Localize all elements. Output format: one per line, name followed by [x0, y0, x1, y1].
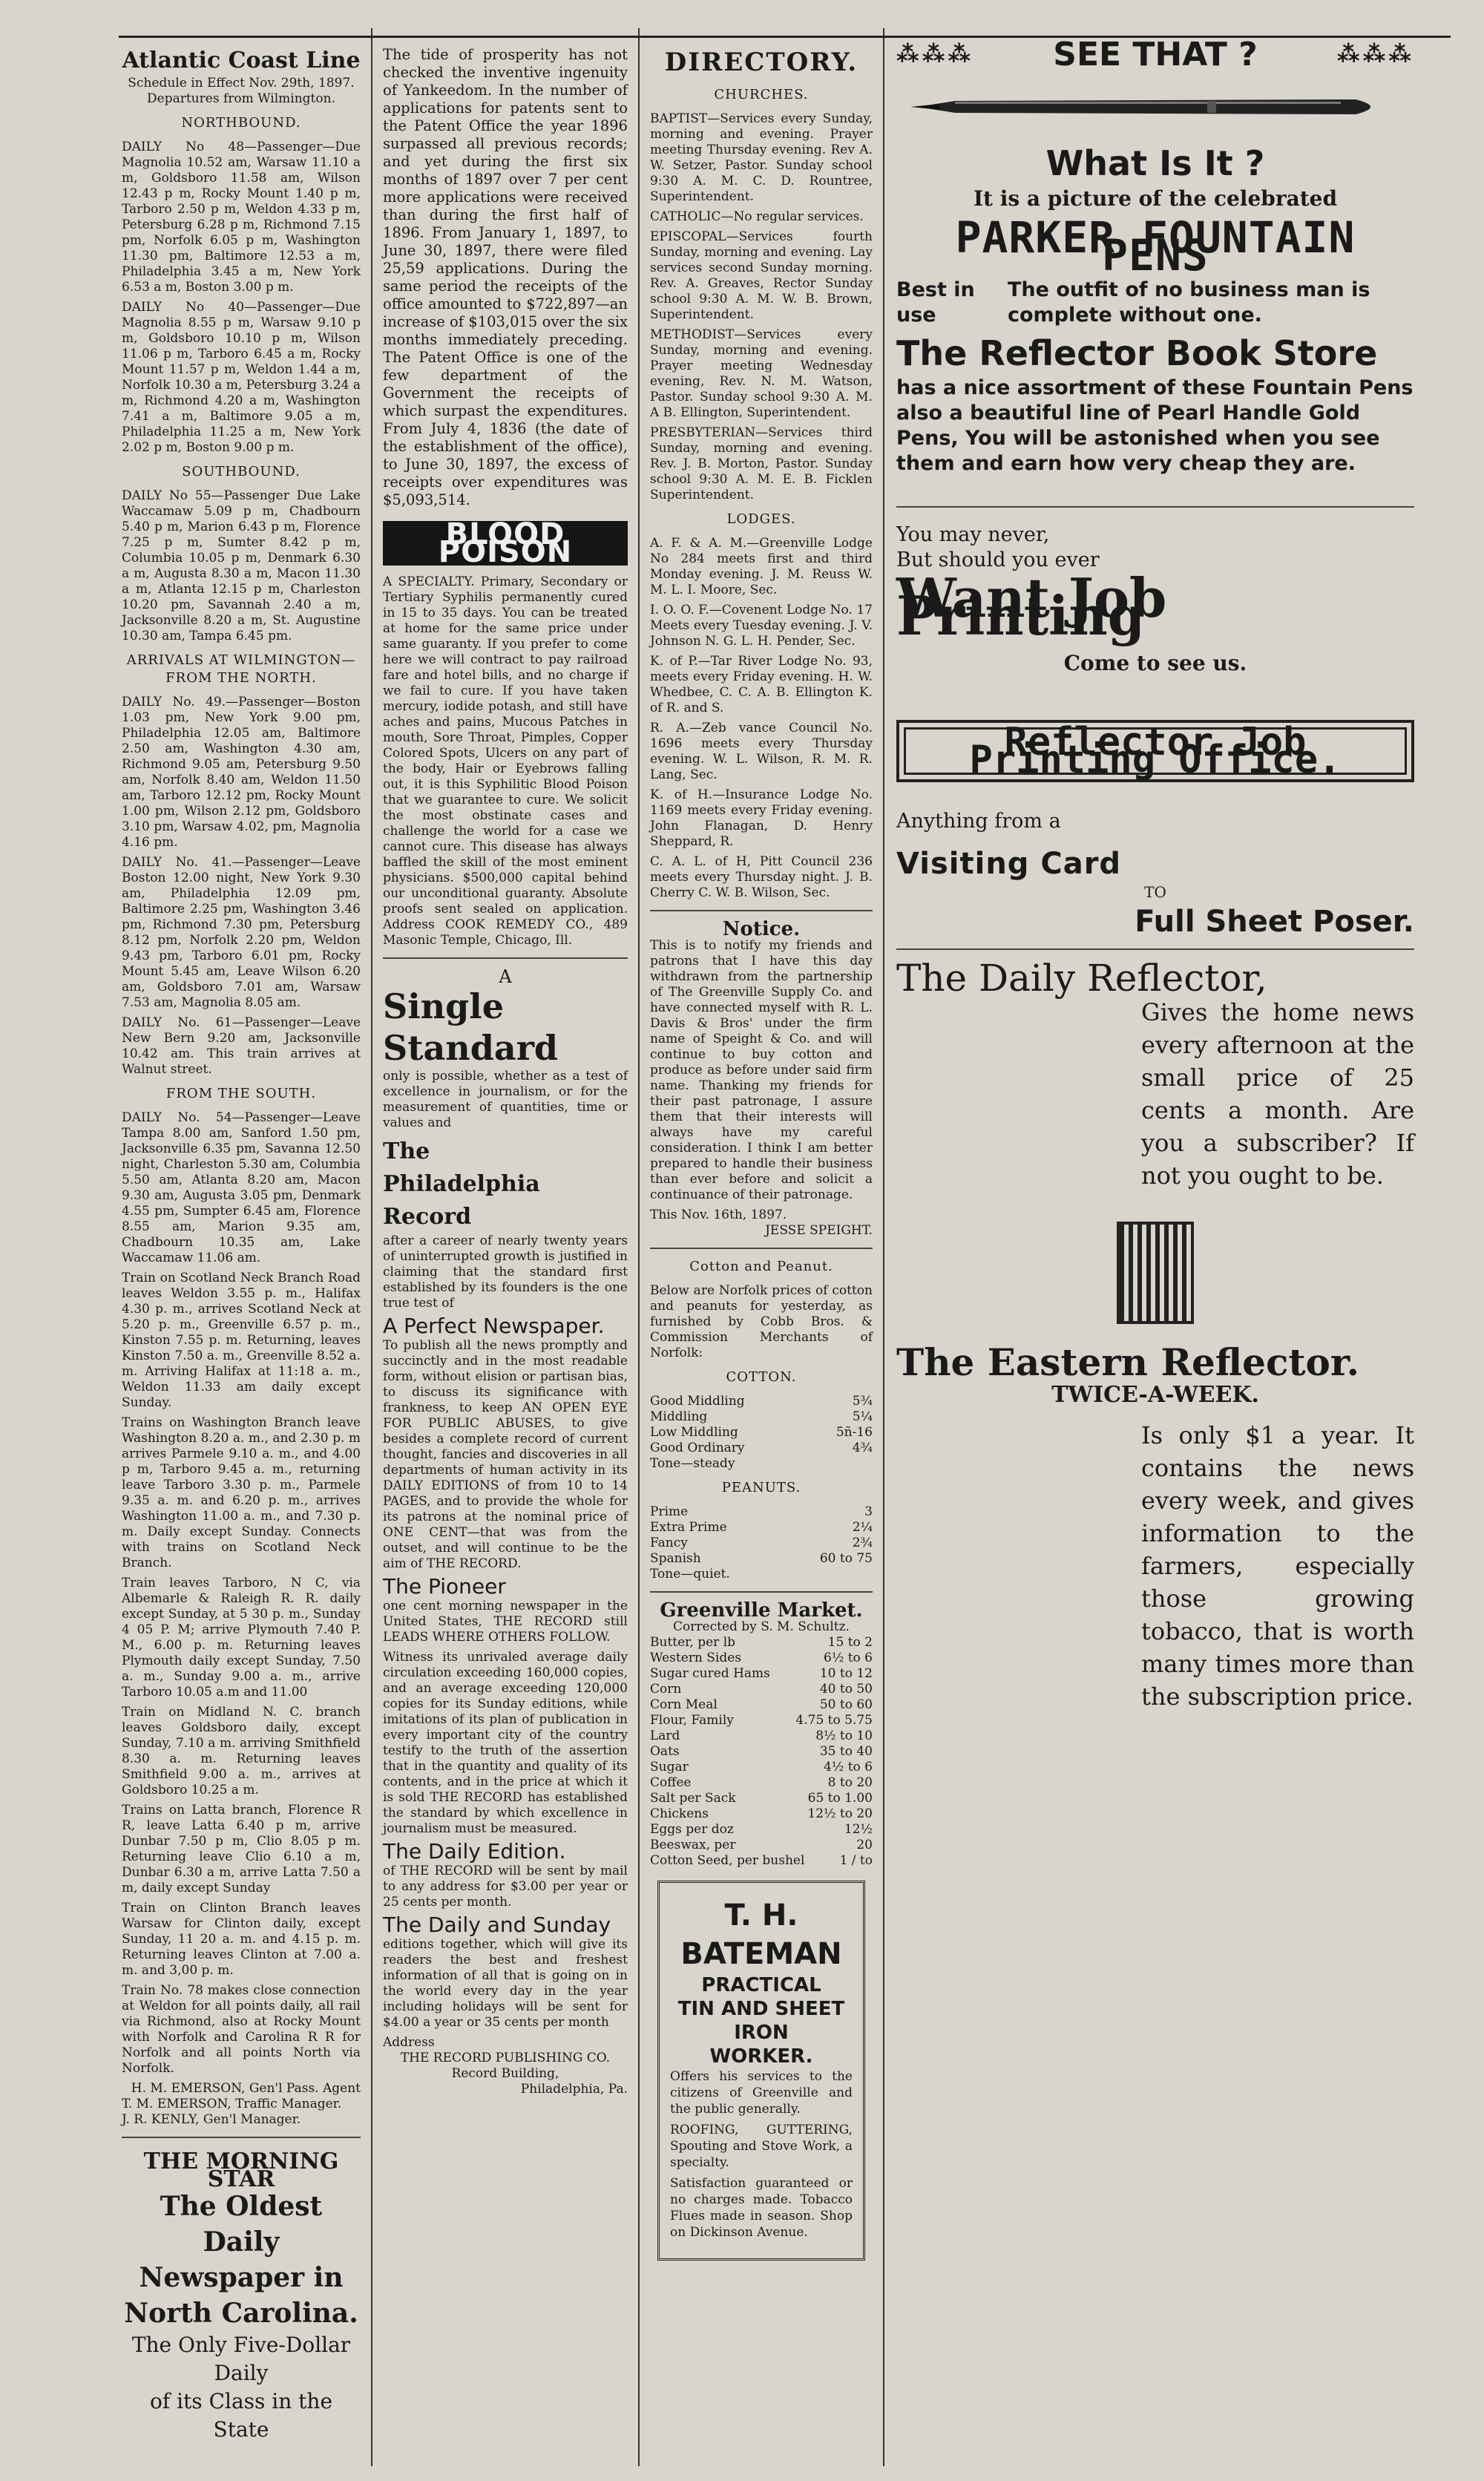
bateman-line: WORKER. [709, 2045, 813, 2068]
price-item: Sugar [650, 1760, 689, 1774]
ornament-icon: ⁂⁂⁂ [1336, 42, 1414, 68]
bateman-text: Offers his services to the citizens of Greenville and the public generally. [670, 2069, 853, 2117]
price-row [650, 1713, 873, 1728]
single-heading: Single [383, 986, 505, 1026]
price-item: Coffee [650, 1775, 692, 1790]
price-value: 5¼ [852, 1409, 873, 1424]
record-ad-text: after a career of nearly twenty years of uninterrupted growth is justified in claiming that the standard first established by its founders is the one true test of [383, 1233, 628, 1311]
price-value: 4.75 to 5.75 [795, 1713, 873, 1728]
record-ad-text: To publish all the news promptly and succinctly and in the most readable form, without elision or partisan bias, to discuss its significance with frankness, to keep AN OPEN EYE FOR PUBLIC ABUSES, to give besides a complete record of current thought, fancies and discoveries in all departments of human activity in its DAILY EDITIONS of from 10 to 14 PAGES, and to provide the whole for its patrons at the nominal price of ONE CENT—that was from the outset, and will continue to be the aim of THE RECORD. [383, 1338, 628, 1571]
fountain-pen-icon [910, 77, 1400, 137]
what-is-it-head: What Is It ? [1045, 143, 1265, 183]
signature: T. M. EMERSON, Traffic Manager. [122, 2097, 342, 2111]
price-row [650, 1520, 873, 1536]
peanut-price-list [650, 1504, 873, 1582]
parker-pens-head: PARKER FOUNTAIN PENS [955, 212, 1356, 281]
price-row [650, 1666, 873, 1682]
price-row [650, 1838, 873, 1853]
lodge-entry: K. of H.—Insurance Lodge No. 1169 meets every Friday evening. John Flanagan, D. Henry Sheppard, R. [650, 787, 873, 849]
bateman-line: TIN AND SHEET IRON [677, 1998, 845, 2044]
price-row [650, 1456, 873, 1472]
divider [383, 957, 628, 959]
lodge-entry: R. A.—Zeb vance Council No. 1696 meets every Thursday evening. W. L. Wilson, R. M. R. Lang, Sec. [650, 721, 873, 782]
timetable-paragraph: Train on Scotland Neck Branch Road leaves Weldon 3.55 p. m., Halifax 4.30 p. m., arrives Scotland Neck at 5.20 p. m., Greenville 6.57 p. m., Kinston 7.55 p. m. Returning, leaves Kinston 7.50 a. m., Greenville 8.52 a. m. Arriving Halifax at 11:18 a. m., Weldon 11.33 am daily except Sunday. [122, 1271, 361, 1410]
price-value: 15 to 2 [827, 1635, 873, 1650]
twice-a-week: TWICE-A-WEEK. [1051, 1382, 1259, 1408]
price-value: 5¾ [852, 1394, 873, 1409]
job-office-banner: Reflector Job Printing Office. [896, 720, 1414, 782]
timetable-paragraph: DAILY No 55—Passenger Due Lake Waccamaw 5.09 p m, Chadbourn 5.40 p m, Marion 6.43 p m, Florence 7.25 p m, Sumter 8.42 p m, Columbia 10.05 p m, Denmark 6.30 a m, Augusta 8.30 a m, Macon 11.30 a m, Atlanta 12.15 p m, Charleston 10.20 pm, Savannah 2.40 a m, Jacksonville 8.20 a m, St. Augustine 10.30 am, Tampa 6.45 pm. [122, 488, 361, 643]
price-value: 5ñ-16 [835, 1425, 873, 1440]
price-item: Prime [650, 1504, 689, 1519]
price-item: Corn Meal [650, 1697, 718, 1712]
price-item: Middling [650, 1409, 708, 1424]
timetable-paragraph: Train leaves Tarboro, N C, via Albemarle & Raleigh R. R. daily except Sunday, at 5 30 p. m., Sunday 4 05 P. M; arrive Plymouth 7.40 P. M., 6.00 p. m. Returning leaves Plymouth daily except Sunday, 7.50 a. m., Sunday 9.00 a. m., arrive Tarboro 10.05 a.m and 11.00 [122, 1576, 361, 1700]
timetable-paragraph: DAILY No 40—Passenger—Due Magnolia 8.55 p m, Warsaw 9.10 p m, Goldsboro 10.10 p m, Wilson 11.06 p m, Tarboro 6.45 a m, Rocky Mount 11.57 p m, Weldon 1.44 a m, Norfolk 10.30 a m, Petersburg 3.24 a m, Richmond 4.20 a m, Washington 7.41 a m, Baltimore 9.05 a m, Philadelphia 11.25 a m, New York 2.02 p m, Boston 9.00 p m. [122, 300, 361, 455]
price-item: Butter, per lb [650, 1635, 736, 1650]
column-ads [883, 28, 1425, 2466]
church-entry: PRESBYTERIAN—Services third Sunday, morning and evening. Rev. J. B. Morton, Pastor. Sunday school 9:30 A. M. E. B. Ficklen Superintendent. [650, 425, 873, 502]
price-row [650, 1806, 873, 1822]
church-entry: METHODIST—Services every Sunday, morning and evening. Prayer meeting Wednesday evening, Rev. N. M. Watson, Pastor. Sunday school 9:30 A. M. A B. Ellington, Superintendent. [650, 327, 873, 420]
price-row [650, 1728, 873, 1744]
daily-edition-head: The Daily Edition. [383, 1839, 566, 1864]
price-row [650, 1504, 873, 1520]
price-item: Corn [650, 1682, 682, 1697]
price-row [650, 1853, 873, 1869]
timetable-paragraph: Train No. 78 makes close connection at Weldon for all points daily, all rail via Richmond, also at Rocky Mount with Norfolk and Carolina R R for Norfolk and all points North via Norfolk. [122, 1983, 361, 2076]
divider [896, 506, 1414, 508]
price-value: 1 / to [839, 1853, 873, 1868]
signature: H. M. EMERSON, Gen'l Pass. Agent [131, 2081, 361, 2096]
price-row [650, 1635, 873, 1651]
timetable-paragraph: DAILY No. 54—Passenger—Leave Tampa 8.00 am, Sanford 1.50 pm, Jacksonville 6.35 pm, Savanna 12.50 night, Charleston 5.30 am, Columbia 5.50 am, Atlanta 8.20 am, Macon 9.30 am, Augusta 3.05 pm, Denmark 4.55 pm, Sumpter 6.45 am, Florence 8.55 am, Marion 9.35 am, Chadbourn 10.35 am, Lake Waccamaw 11.06 am. [122, 1110, 361, 1265]
price-value: 10 to 12 [819, 1666, 873, 1681]
timetable-paragraph: DAILY No. 49.—Passenger—Boston 1.03 pm, New York 9.00 pm, Philadelphia 12.05 am, Baltimore 2.50 am, Washington 4.30 am, Richmond 9.05 am, Petersburg 9.50 am, Norfolk 8.40 am, Weldon 11.50 am, Tarboro 12.12 pm, Rocky Mount 1.00 pm, Wilson 2.12 pm, Goldsboro 3.10 pm, Warsaw 4.02, pm, Magnolia 4.16 pm. [122, 695, 361, 850]
market-head: Greenville Market. [660, 1599, 863, 1622]
column-articles [371, 28, 638, 2466]
record-heading: Record [383, 1204, 472, 1230]
price-item: Western Sides [650, 1651, 741, 1665]
record-ad-text: of THE RECORD will be sent by mail to any address for $3.00 per year or 25 cents per month. [383, 1864, 628, 1910]
price-item: Sugar cured Hams [650, 1666, 770, 1681]
peanuts-head: PEANUTS. [721, 1480, 801, 1495]
price-item: Low Middling [650, 1425, 738, 1440]
column-railroad [111, 28, 371, 2466]
northbound-head: NORTHBOUND. [181, 115, 301, 131]
price-row [650, 1651, 873, 1666]
price-item: Flour, Family [650, 1713, 734, 1728]
daily-sunday-head: The Daily and Sunday [383, 1913, 611, 1937]
price-value: 12½ [844, 1822, 873, 1837]
price-value: 4¾ [852, 1441, 873, 1455]
lodge-entry: A. F. & A. M.—Greenville Lodge No 284 meets first and third Monday evening. J. M. Reuss W. M. L. I. Moore, Sec. [650, 536, 873, 597]
notice-head: Notice. [722, 918, 801, 940]
divider [650, 910, 873, 911]
pioneer-head: The Pioneer [383, 1574, 506, 1599]
price-row [650, 1441, 873, 1456]
price-item: Good Ordinary [650, 1441, 745, 1455]
to-line: TO [1144, 883, 1166, 901]
price-value: 12½ to 20 [807, 1806, 873, 1821]
divider [122, 2137, 361, 2138]
lodges-head: LODGES. [726, 511, 796, 527]
ad-letter-a: A [499, 966, 512, 987]
price-value: 50 to 60 [819, 1697, 873, 1712]
price-row [650, 1744, 873, 1760]
publisher-city: Philadelphia, Pa. [520, 2082, 628, 2097]
book-store-text: has a nice assortment of these Fountain Pens also a beautiful line of Pearl Handle Gold Pens, You will be astonished when you see them and earn how very cheap they are. [896, 376, 1414, 475]
timetable-paragraph: DAILY No. 61—Passenger—Leave New Bern 9.20 am, Jacksonville 10.42 am. This train arrives at Walnut street. [122, 1015, 361, 1077]
record-ad-text: only is possible, whether as a test of excellence in journalism, or for the measurement of quantities, time or values and [383, 1069, 628, 1130]
price-value: 40 to 50 [819, 1682, 873, 1697]
cotton-head: COTTON. [726, 1369, 797, 1385]
notice-text: This is to notify my friends and patrons that I have this day withdrawn from the partnership of The Greenville Supply Co. and have connected myself with R. L. Davis & Bros' under the firm name of Speight & Co. and will continue to buy cotton and produce as before under said firm name. Thanking my friends for their past patronage, I assure them that their interests will always have my careful consideration. I think I am better prepared to handle their business than ever before and solicit a continuance of their patronage. [650, 938, 873, 1202]
morning-star-line: The Only Five-Dollar Daily [131, 2333, 351, 2385]
price-row [650, 1394, 873, 1409]
church-entry: EPISCOPAL—Services fourth Sunday, morning and evening. Lay services second Sunday morning. Rev. A. Greaves, Rector Sunday school 9:30 A. M. W. B. Brown, Superintendent. [650, 229, 873, 322]
notice-signature: JESSE SPEIGHT. [765, 1223, 873, 1238]
price-value: 35 to 40 [819, 1744, 873, 1759]
price-item: Chickens [650, 1806, 709, 1821]
lodge-entry: I. O. O. F.—Covenent Lodge No. 17 Meets every Tuesday evening. J. V. Johnson N. G. L. H. Pender, Sec. [650, 603, 873, 649]
price-value: 4½ to 6 [824, 1760, 873, 1774]
book-store-head: The Reflector Book Store [896, 333, 1378, 373]
price-item: Cotton Seed, per bushel [650, 1853, 805, 1868]
churches-head: CHURCHES. [714, 87, 809, 102]
morning-star-line: of its Class in the State [149, 2389, 333, 2442]
morning-star-line: Daily Newspaper in [139, 2226, 344, 2293]
record-ad-text: Witness its unrivaled average daily circulation exceeding 160,000 copies, and an average exceeding 120,000 copies for its Sunday editions, while imitations of its plan of publication in every important city of the country testify to the truth of the assertion that in the quantity and quality of its contents, and in the price at which it is sold THE RECORD has established the standard by which excellence in journalism must be measured. [383, 1650, 628, 1836]
price-row [650, 1567, 873, 1582]
want-job-printing: Want Job Printing [896, 566, 1167, 647]
price-value: 20 [856, 1838, 873, 1852]
directory-title: DIRECTORY. [664, 47, 858, 77]
bateman-ad [657, 1881, 865, 2261]
morning-star-line: North Carolina. [124, 2298, 358, 2329]
price-row [650, 1822, 873, 1838]
price-item: Tone—quiet. [650, 1567, 730, 1582]
columns [111, 28, 1454, 2466]
publisher: THE RECORD PUBLISHING CO. Record Building, [400, 2051, 611, 2081]
price-row [650, 1791, 873, 1806]
price-row [650, 1425, 873, 1441]
price-item: Fancy [650, 1536, 688, 1550]
price-row [650, 1775, 873, 1791]
price-item: Oats [650, 1744, 680, 1759]
price-row [650, 1697, 873, 1713]
ever-line: But should you ever [896, 548, 1100, 571]
best-in-use: Best in use [896, 278, 975, 327]
come-see-us: Come to see us. [1063, 651, 1247, 675]
church-entry: BAPTIST—Services every Sunday, morning and evening. Prayer meeting Thursday evening. Rev A. W. Setzer, Pastor. Sunday school 9:30 A. M. C. D. Rountree, Superintendent. [650, 111, 873, 204]
eastern-reflector-head: The Eastern Reflector. [896, 1340, 1360, 1384]
record-ad-text: editions together, which will give its readers the best and freshest information of all that is going on in the world every day in the year including holidays will be sent for $4.00 a year or 35 cents per month [383, 1937, 628, 2030]
arrivals-head: ARRIVALS AT WILMINGTON—FROM THE NORTH. [126, 652, 356, 686]
never-line: You may never, [896, 523, 1050, 546]
price-row [650, 1682, 873, 1697]
perfect-newspaper-head: A Perfect Newspaper. [383, 1314, 605, 1338]
bateman-line: PRACTICAL [701, 1974, 821, 1996]
church-entry: CATHOLIC—No regular services. [650, 209, 864, 224]
schedule-note: Schedule in Effect Nov. 29th, 1897. Departures from Wilmington. [128, 76, 355, 106]
cotton-peanut-head: Cotton and Peanut. [689, 1259, 833, 1274]
blood-poison-banner: BLOOD POISON [383, 521, 628, 566]
top-rule [119, 36, 1451, 38]
morning-star-line: The Oldest [160, 2191, 323, 2222]
morning-star-head: THE MORNING STAR [143, 2149, 339, 2192]
divider [896, 948, 1414, 950]
price-value: 65 to 1.00 [807, 1791, 873, 1806]
cotton-peanut-intro: Below are Norfolk prices of cotton and peanuts for yesterday, as furnished by Cobb Bros. & Commission Merchants of Norfolk: [650, 1283, 873, 1360]
timetable-paragraph: Train on Clinton Branch leaves Warsaw for Clinton daily, except Sunday, 11 20 a. m. and 4.15 p. m. Returning leaves Clinton at 7.00 a. m. and 3,00 p. m. [122, 1901, 361, 1978]
price-value: 8½ to 10 [815, 1728, 873, 1743]
price-value: 3 [864, 1504, 873, 1519]
picture-caption: It is a picture of the celebrated [973, 186, 1338, 211]
price-row [650, 1409, 873, 1425]
price-item: Tone—steady [650, 1456, 735, 1471]
price-value: 8 to 20 [827, 1775, 873, 1790]
market-price-list [650, 1635, 873, 1869]
railroad-title: Atlantic Coast Line [122, 47, 361, 73]
lodge-entry: K. of P.—Tar River Lodge No. 93, meets every Friday evening. H. W. Whedbee, C. C. A. B. Ellington K. of R. and S. [650, 654, 873, 715]
southbound-head: SOUTHBOUND. [182, 464, 301, 479]
price-item: Spanish [650, 1551, 701, 1566]
cotton-price-list [650, 1394, 873, 1472]
blood-poison-text: A SPECIALTY. Primary, Secondary or Tertiary Syphilis permanently cured in 15 to 35 days. You can be treated at home for the same price under same guaranty. If you prefer to come here we will contract to pay railroad fare and hotel bills, and no charge if we fail to cure. If you have taken mercury, iodide potash, and still have aches and pains, Mucous Patches in mouth, Sore Throat, Pimples, Copper Colored Spots, Ulcers on any part of the body, Hair or Eyebrows falling out, it is this Syphilitic Blood Poison that we guarantee to cure. We solicit the most obstinate cases and challenge the world for a case we cannot cure. This disease has always baffled the skill of the most eminent physicians. $500,000 capital behind our unconditional guaranty. Absolute proofs sent sealed on application. Address COOK REMEDY CO., 489 Masonic Temple, Chicago, Ill. [383, 574, 628, 948]
price-item: Salt per Sack [650, 1791, 736, 1806]
signature: J. R. KENLY, Gen'l Manager. [122, 2112, 301, 2127]
market-corrected-by: Corrected by S. M. Schultz. [673, 1619, 850, 1634]
record-heading: Philadelphia [383, 1171, 540, 1197]
standard-heading: Standard [383, 1028, 559, 1068]
record-heading: The [383, 1138, 430, 1164]
see-that-row [896, 36, 1414, 73]
price-value: 6½ to 6 [824, 1651, 873, 1665]
bateman-text: ROOFING, GUTTERING, Spouting and Stove Work, a specialty. [670, 2123, 853, 2170]
price-row [650, 1536, 873, 1551]
price-item: Beeswax, per [650, 1838, 736, 1852]
see-that-head: SEE THAT ? [1053, 36, 1258, 73]
price-row [650, 1760, 873, 1775]
timetable-paragraph: Trains on Washington Branch leave Washington 8.20 a. m., and 2.30 p. m arrives Parmele 9.10 a. m., and 4.00 p m, Tarboro 9.45 a. m., returning leave Tarboro 3.30 p. m., Parmele 9.35 a. m. and 6.20 p. m., arrives Washington 11.00 a. m., and 7.30 p. m. Daily except Sunday. Connects with trains on Scotland Neck Branch. [122, 1415, 361, 1570]
price-item: Extra Prime [650, 1520, 727, 1535]
address-label: Address [383, 2035, 435, 2050]
notice-date: This Nov. 16th, 1897. [650, 1207, 787, 1222]
price-item: Lard [650, 1728, 680, 1743]
bateman-name: T. H. BATEMAN [680, 1898, 842, 1971]
column-directory [638, 28, 883, 2466]
eastern-reflector-text: Is only $1 a year. It contains the news every week, and gives information to the farmers, especially those growing tobacco, that is worth many times more than the subscription price. [1141, 1421, 1414, 1711]
price-value: 2¾ [852, 1536, 873, 1550]
full-sheet-poster: Full Sheet Poser. [1135, 905, 1414, 939]
ornament-icon: ⁂⁂⁂ [896, 42, 974, 68]
divider [650, 1591, 873, 1593]
outfit-text: The outfit of no business man is complete without one. [1007, 278, 1370, 327]
timetable-paragraph: Trains on Latta branch, Florence R R, leave Latta 6.40 p m, arrive Dunbar 7.50 p m, Clio 8.05 p m. Returning leave Clio 6.10 a m, Dunbar 6.30 a m, arrive Latta 7.50 a m, daily except Sunday [122, 1803, 361, 1895]
bateman-text: Satisfaction guaranteed or no charges made. Tobacco Flues made in season. Shop on Dickinson Avenue. [670, 2176, 853, 2240]
timetable-paragraph: Train on Midland N. C. branch leaves Goldsboro daily, except Sunday, 7.10 a m. arriving Smithfield 8.30 a. m. Returning leaves Smithfield 9.00 a. m., arrives at Goldsboro 10.25 a m. [122, 1705, 361, 1797]
lodge-entry: C. A. L. of H, Pitt Council 236 meets every Thursday night. J. B. Cherry C. W. B. Wilson, Sec. [650, 854, 873, 900]
anything-line: Anything from a [896, 810, 1061, 833]
best-in-use-row [896, 278, 1414, 328]
record-ad-text: one cent morning newspaper in the United States, THE RECORD still LEADS WHERE OTHERS FOLLOW. [383, 1599, 628, 1645]
price-value: 60 to 75 [819, 1551, 873, 1566]
price-row [650, 1551, 873, 1567]
timetable-paragraph: DAILY No. 41.—Passenger—Leave Boston 12.00 night, New York 9.30 am, Philadelphia 12.09 pm, Baltimore 2.25 pm, Washington 3.46 pm, Richmond 7.30 pm, Petersburg 8.12 pm, Norfolk 2.20 pm, Weldon 9.43 pm, Tarboro 6.01 pm, Rocky Mount 5.45 am, Leave Wilson 6.20 am, Goldsboro 7.01 am, Warsaw 7.53 am, Magnolia 8.05 am. [122, 855, 361, 1010]
patent-article: The tide of prosperity has not checked the inventive ingenuity of Yankeedom. In the number of applications for patents sent to the Patent Office the year 1896 surpassed all previous records; and yet during the first six months of 1897 over 7 per cent more applications were received than during the first half of 1896. From January 1, 1897, to June 30, 1897, there were filed 25,59 applications. During the same period the receipts of the office amounted to $722,897—an increase of $103,015 over the six months immediately preceding. The Patent Office is one of the few department of the Government the receipts of which surpast the expenditures. From July 4, 1836 (the date of the establishment of the office), to June 30, 1897, the excess of receipts over expenditures was $5,093,514. [383, 46, 628, 508]
timetable-paragraph: DAILY No 48—Passenger—Due Magnolia 10.52 am, Warsaw 11.10 a m, Goldsboro 11.58 am, Wilson 12.43 p m, Rocky Mount 1.40 p m, Tarboro 2.50 p m, Weldon 4.33 p m, Petersburg 6.28 p m, Richmond 7.15 pm, Norfolk 6.05 p m, Washington 11.30 pm, Baltimore 12.53 a m, Philadelphia 3.45 a m, New York 6.53 a m, Boston 3.00 p m. [122, 140, 361, 295]
visiting-card: Visiting Card [896, 847, 1122, 881]
from-south-head: FROM THE SOUTH. [165, 1086, 317, 1101]
divider [650, 1248, 873, 1249]
price-value: 2¼ [852, 1520, 873, 1535]
price-item: Eggs per doz [650, 1822, 734, 1837]
daily-reflector-head: The Daily Reflector, [896, 957, 1267, 1000]
ornament-icon [1117, 1222, 1194, 1324]
price-item: Good Middling [650, 1394, 745, 1409]
daily-reflector-text: Gives the home news every afternoon at the small price of 25 cents a month. Are you a subscriber? If not you ought to be. [1141, 998, 1414, 1190]
